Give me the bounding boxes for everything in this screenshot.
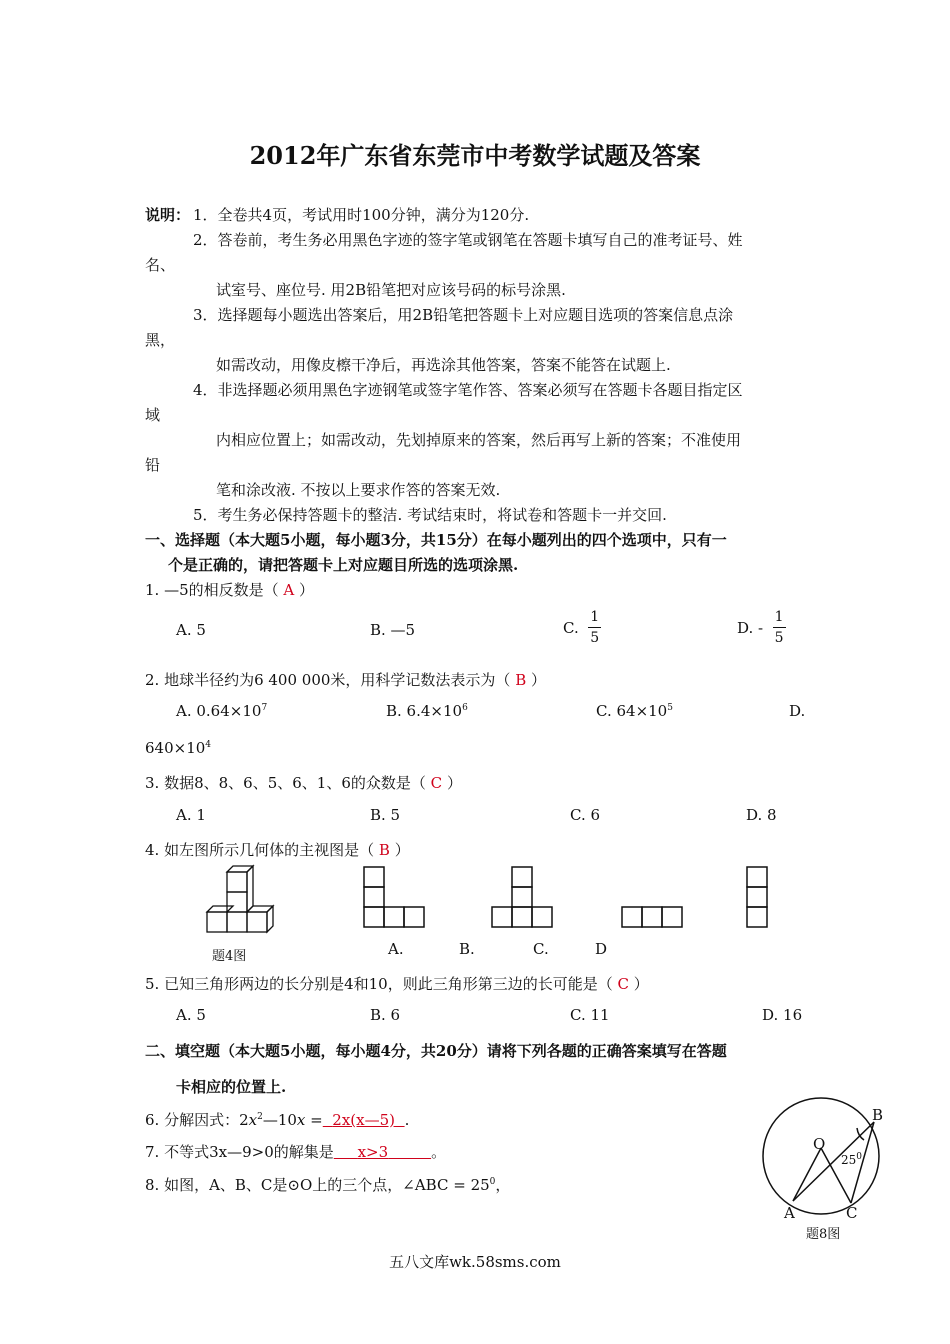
section1-heading: 一、选择题（本大题5小题，每小题3分，共15分）在每小题列出的四个选项中，只有一 — [145, 531, 727, 549]
q5-stem: 5. 已知三角形两边的长分别是4和10，则此三角形第三边的长可能是（ C ） — [145, 975, 649, 993]
q4-stem: 4. 如左图所示几何体的主视图是（ B ） — [145, 841, 410, 859]
q5-option-b: B. 6 — [370, 1006, 401, 1024]
section2-heading: 二、填空题（本大题5小题，每小题4分，共20分）请将下列各题的正确答案填写在答题 — [145, 1042, 727, 1060]
q4-option-c-view — [622, 907, 682, 927]
footer-watermark: 五八文库wk.58sms.com — [389, 1253, 561, 1271]
q3-option-a: A. 1 — [176, 806, 206, 824]
q2-stem: 2. 地球半径约为6 400 000米，用科学记数法表示为（ B ） — [145, 671, 547, 689]
note-4e: 笔和涂改液. 不按以上要求作答的答案无效. — [216, 481, 501, 499]
q2-option-d-value: $640\times 10^4$ — [145, 739, 212, 757]
q4-label-a: A. — [388, 940, 404, 958]
q1-option-d: D. - $\frac{1}{5}$ — [737, 609, 784, 646]
note-2a: 2．答卷前，考生务必用黑色字迹的签字笔或钢笔在答题卡填写自己的准考证号、姓 — [193, 231, 743, 249]
q8-label-b: B — [872, 1106, 884, 1124]
radius-oa — [793, 1148, 821, 1201]
q6-answer: 2x(x—5) — [332, 1111, 396, 1129]
note-5: 5．考生务必保持答题卡的整洁. 考试结束时，将试卷和答题卡一并交回. — [193, 506, 667, 524]
q6-stem: 6. 分解因式：$2x^2—10x$ = 2x(x—5) . — [145, 1111, 410, 1129]
q7-answer: x>3 — [357, 1143, 389, 1161]
q8-angle-label: $25^0$ — [841, 1152, 863, 1167]
note-4a: 4．非选择题必须用黑色字迹钢笔或签字笔作答、答案必须写在答题卡各题目指定区 — [193, 381, 743, 399]
note-3b: 黑， — [145, 331, 176, 349]
q3-option-c: C. 6 — [570, 806, 601, 824]
q5-option-c: C. 11 — [570, 1006, 610, 1024]
q5-option-a: A. 5 — [176, 1006, 206, 1024]
section2-heading-cont: 卡相应的位置上. — [176, 1078, 287, 1096]
note-2b: 名、 — [145, 256, 176, 274]
q1-stem: 1. —5的相反数是（ A ） — [145, 581, 315, 599]
q8-figure-caption: 题8图 — [806, 1227, 841, 1242]
section1-heading-cont: 个是正确的，请把答题卡上对应题目所选的选项涂黑. — [168, 556, 519, 574]
q8-label-o: O — [813, 1135, 826, 1153]
q4-figure-caption: 题4图 — [212, 949, 247, 964]
q7-stem: 7. 不等式3x—9>0的解集是 x>3 。 — [145, 1143, 447, 1161]
q4-option-d-view — [747, 867, 767, 927]
q4-label-c: C. — [533, 940, 549, 958]
q2-option-a: A. $0.64\times 10^7$ — [176, 702, 268, 720]
q8-label-a: A — [784, 1204, 795, 1222]
q2-option-b: B. $6.4\times 10^6$ — [386, 702, 468, 720]
q5-option-d: D. 16 — [762, 1006, 803, 1024]
q4-option-a-view — [364, 867, 424, 927]
note-2c: 试室号、座位号. 用2B铅笔把对应该号码的标号涂黑. — [216, 281, 566, 299]
q2-answer: B — [515, 671, 527, 689]
note-4b: 域 — [145, 406, 161, 424]
q1-answer: A — [283, 581, 295, 599]
q5-answer: C — [617, 975, 629, 993]
q3-answer: C — [430, 774, 443, 792]
q2-option-c: C. $64\times 10^5$ — [596, 702, 673, 720]
note-3c: 如需改动，用像皮檫干净后，再选涂其他答案，答案不能答在试题上. — [216, 356, 671, 374]
page-title: 2012年广东省东莞市中考数学试题及答案 — [249, 141, 701, 170]
q3-option-d: D. 8 — [746, 806, 777, 824]
q8-label-c: C — [846, 1204, 858, 1222]
q4-label-d: D — [595, 940, 608, 958]
q4-solid-figure — [207, 866, 273, 932]
q8-stem: 8. 如图，A、B、C是⊙O上的三个点，∠ABC = $25^0$， — [145, 1176, 511, 1194]
q1-option-c: C. $\frac{1}{5}$ — [563, 609, 600, 646]
note-1: 1．全卷共4页，考试用时100分钟，满分为120分. — [193, 206, 530, 224]
q1-option-b: B. —5 — [370, 621, 416, 639]
note-4d: 铅 — [145, 456, 161, 474]
q4-answer: B — [378, 841, 390, 859]
note-3a: 3．选择题每小题选出答案后，用2B铅笔把答题卡上对应题目选项的答案信息点涂 — [193, 306, 734, 324]
q4-label-b: B. — [459, 940, 475, 958]
q3-option-b: B. 5 — [370, 806, 401, 824]
q3-stem: 3. 数据8、8、6、5、6、1、6的众数是（ C ） — [145, 774, 462, 792]
q1-option-a: A. 5 — [176, 621, 206, 639]
q2-option-d-label: D. — [789, 702, 806, 720]
notes-label: 说明： — [145, 206, 191, 224]
note-4c: 内相应位置上；如需改动，先划掉原来的答案，然后再写上新的答案；不准使用 — [216, 431, 742, 449]
q4-option-b-view — [492, 867, 552, 927]
